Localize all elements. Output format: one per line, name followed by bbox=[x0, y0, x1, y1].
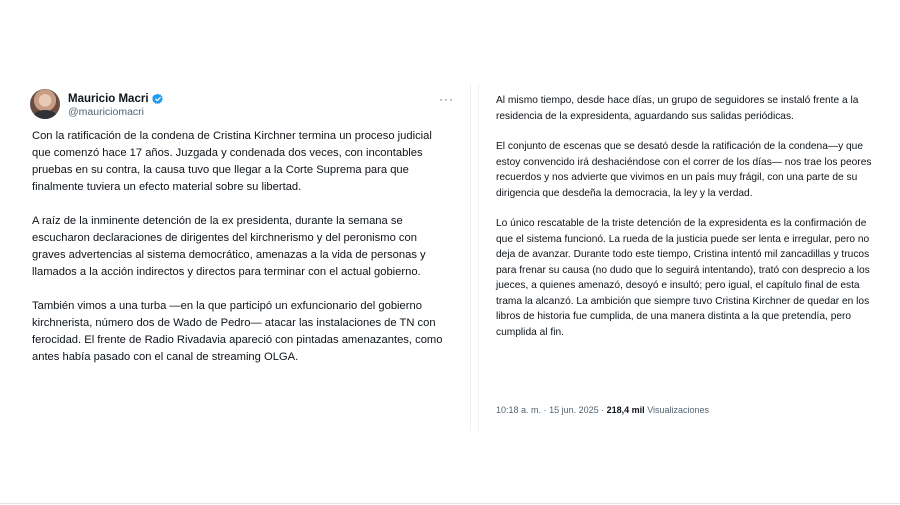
tweet-paragraph: Lo único rescatable de la triste detención de la expresidenta es la confirmación de que el sistema funcionó. La rueda de la justicia puede ser lenta e irregular, pero no deja de avanzar. Durante todo este tiempo, Cristina intentó mil zancadillas y trucos para frenar su causa (no dudo que lo seguirá intentando), trató con desprecio a los jueces, a quienes amenazó, desoyó e insultó; pero igual, el capítulo final de esta trama la alcanzó. La ambición que siempre tuvo Cristina Kirchner de quedar en los libros de historia fue cumplida, de una manera distinta a la que pretendía, pero cumplida al fin. bbox=[496, 218, 870, 338]
views-label[interactable]: Visualizaciones bbox=[647, 405, 710, 415]
tweet-header bbox=[30, 89, 455, 129]
verified-badge-icon bbox=[152, 93, 164, 105]
author-name[interactable]: Mauricio Macri bbox=[68, 93, 149, 105]
tweet-paragraph: También vimos a una turba —en la que participó un exfuncionario del gobierno kirchnerista, número dos de Wado de Pedro— atacar las instalaciones de TN con ferocidad. El frente de Radio Rivadavia apareció con pintadas amenazantes, como antes había pasado con el canal de streaming OLGA. bbox=[32, 300, 443, 363]
panel-divider bbox=[470, 83, 471, 431]
avatar[interactable] bbox=[30, 89, 60, 119]
avatar-suit bbox=[33, 110, 57, 119]
tweet-meta bbox=[496, 405, 709, 415]
tweet-text-right bbox=[496, 93, 874, 355]
tweet-panel-left bbox=[18, 83, 462, 431]
tweet-paragraph: El conjunto de escenas que se desató desde la ratificación de la condena—y que estoy convencido irá deshaciéndose con el correr de los días— nos trae los peores recuerdos y nos advierte que vivimos en un país muy frágil, con una parte de su dirigencia que desdeña la democracia, la ley y la verdad. bbox=[496, 141, 872, 199]
author-name-row bbox=[68, 91, 164, 107]
bottom-border bbox=[0, 503, 900, 504]
author-handle[interactable]: @mauriciomacri bbox=[68, 106, 145, 118]
tweet-text-left bbox=[32, 128, 452, 383]
tweet-time[interactable]: 10:18 a. m. bbox=[496, 405, 542, 415]
tweet-paragraph: A raíz de la inminente detención de la ex presidenta, durante la semana se escucharon declaraciones de dirigentes del kirchnerismo y del peronismo con graves advertencias al sistema democrático, amenazas a la vida de personas y llamados a la acción indirectos y directos para terminar con el actual gobierno. bbox=[32, 215, 426, 278]
tweet-date[interactable]: 15 jun. 2025 bbox=[549, 405, 599, 415]
tweet-paragraph: Con la ratificación de la condena de Cristina Kirchner termina un proceso judicial que comenzó hace 17 años. Juzgada y condenada dos veces, con incontables pruebas en su contra, la causa tuvo que llegar a la Corte Suprema para que finalmente tuviera un efecto material sobre su libertad. bbox=[32, 130, 432, 193]
more-options-icon[interactable]: ··· bbox=[439, 92, 454, 106]
meta-separator: · bbox=[543, 405, 547, 415]
meta-separator: · bbox=[601, 405, 605, 415]
tweet-panel-right bbox=[478, 83, 879, 431]
tweet-paragraph: Al mismo tiempo, desde hace días, un grupo de seguidores se instaló frente a la residencia de la expresidenta, aguardando sus salidas periódicas. bbox=[496, 95, 859, 122]
views-count: 218,4 mil bbox=[606, 405, 645, 415]
